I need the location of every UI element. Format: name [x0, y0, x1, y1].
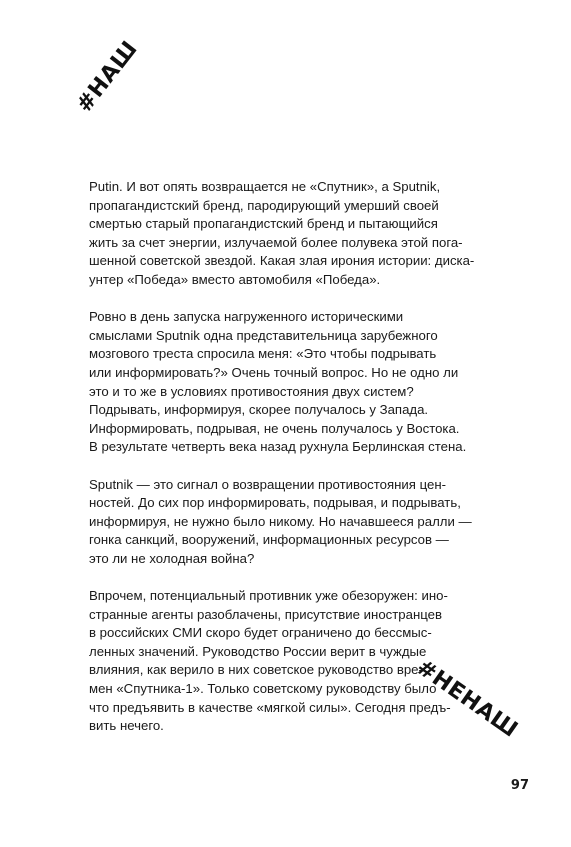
text-line: Ровно в день запуска нагруженного историческими	[89, 309, 404, 325]
text-line: или информировать?» Очень точный вопрос. Но не одно ли	[89, 364, 459, 380]
text-line: Подрывать, информируя, скорее получалось у Запада.	[89, 402, 429, 418]
text-line: вить нечего.	[89, 718, 164, 734]
text-line: Впрочем, потенциальный противник уже обезоружен: ино-	[89, 588, 448, 604]
text-line: это ли не холодная война?	[89, 550, 255, 566]
text-line: шенной советской звездой. Какая злая ирония истории: диска-	[89, 253, 475, 269]
text-line: что предъявить в качестве «мягкой силы». Сегодня предъ-	[89, 699, 451, 715]
text-line: ленных значений. Руководство России верит в чуждые	[89, 643, 427, 659]
paragraph	[89, 476, 489, 569]
text-line: странные агенты разоблачены, присутствие иностранцев	[89, 606, 442, 622]
text-line: пропагандистский бренд, пародирующий умерший своей	[89, 197, 439, 213]
paragraph	[89, 178, 489, 290]
text-line: смыслами Sputnik одна представительница зарубежного	[89, 327, 438, 343]
text-line: Информировать, подрывая, не очень получалось у Востока.	[89, 420, 460, 436]
text-line: это и то же в условиях противостояния двух систем?	[89, 383, 414, 399]
text-line: информируя, не нужно было никому. Но начавшееся ралли —	[89, 513, 472, 529]
text-line: гонка санкций, вооружений, информационных ресурсов —	[89, 532, 449, 548]
hashtag-top: #НАШ	[72, 36, 143, 118]
text-line: ностей. До сих пор информировать, подрывая, и подрывать,	[89, 495, 461, 511]
text-line: мозгового треста спросила меня: «Это чтобы подрывать	[89, 346, 437, 362]
text-line: смертью старый пропагандистский бренд и пытающийся	[89, 216, 438, 232]
text-line: в российских СМИ скоро будет ограничено до бессмыс-	[89, 625, 432, 641]
text-line: влияния, как верило в них советское руководство вре-	[89, 662, 423, 678]
text-line: унтер «Победа» вместо автомобиля «Победа».	[89, 271, 381, 287]
paragraph	[89, 308, 489, 457]
hashtag-bottom: #НЕНАШ	[411, 655, 523, 743]
text-line: мен «Спутника-1». Только советскому руководству было	[89, 681, 437, 697]
text-line: жить за счет энергии, излучаемой более полувека этой пога-	[89, 234, 463, 250]
text-line: В результате четверть века назад рухнула Берлинская стена.	[89, 439, 467, 455]
text-line: Putin. И вот опять возвращается не «Спутник», а Sputnik,	[89, 179, 441, 194]
text-line: Sputnik — это сигнал о возвращении противостояния цен-	[89, 476, 447, 492]
page-number: 97	[510, 778, 529, 793]
